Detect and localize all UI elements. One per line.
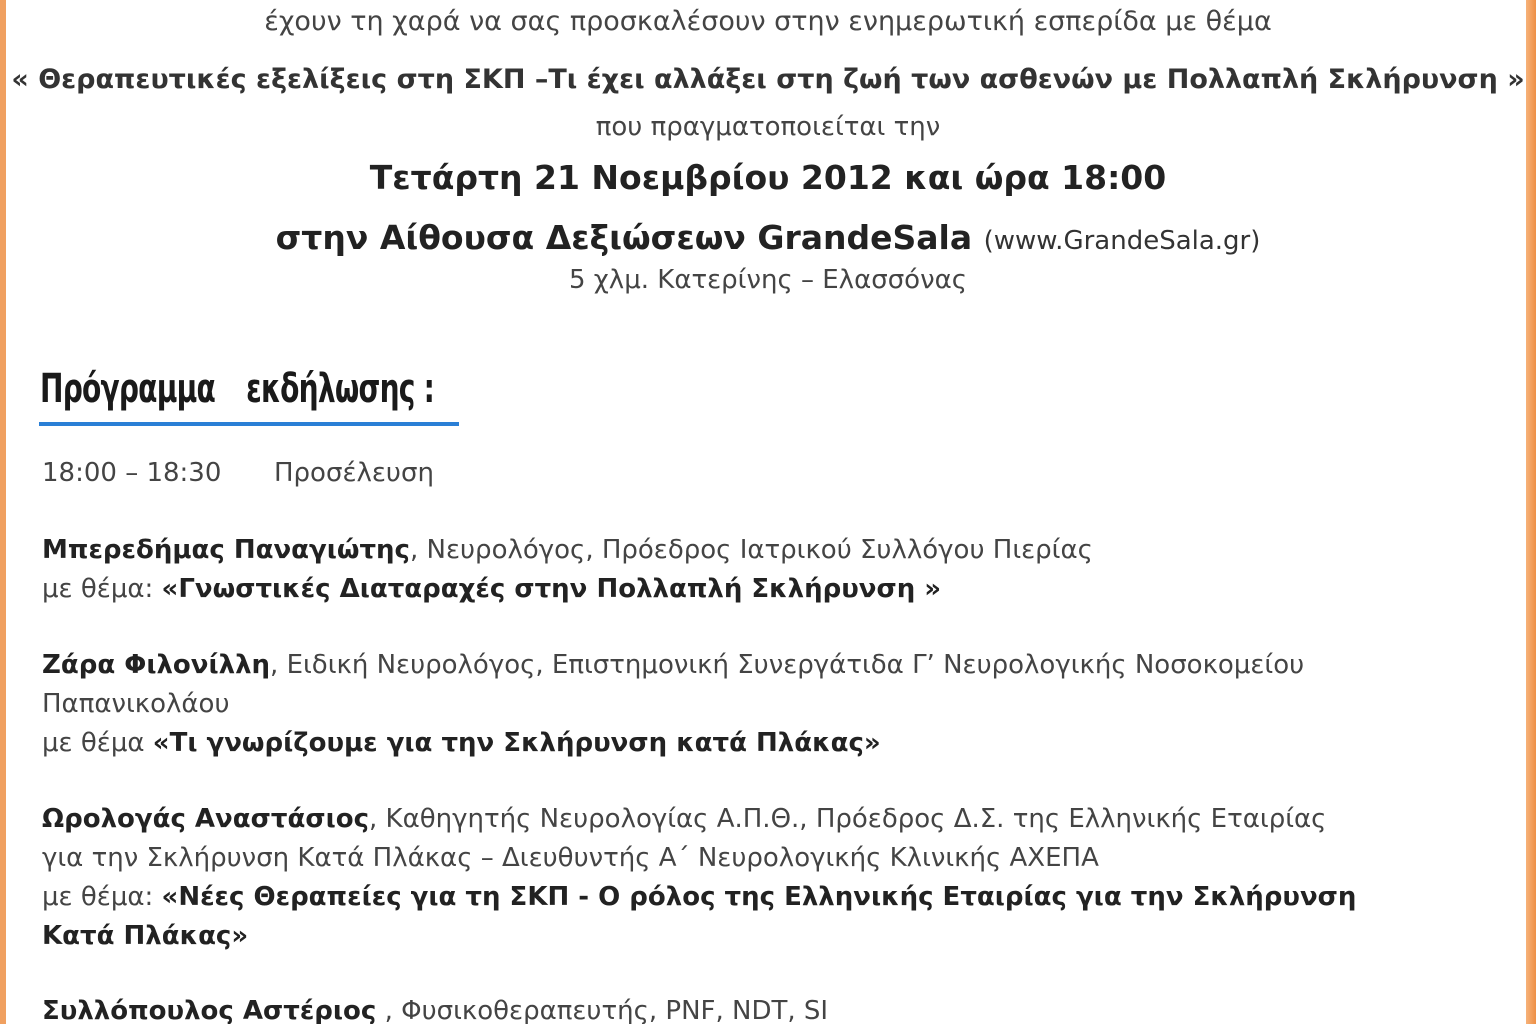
arrival-label: Προσέλευση bbox=[274, 458, 434, 488]
speaker-1-line-1 bbox=[42, 535, 1093, 565]
speaker-1-role: , Νευρολόγος, Πρόεδρος Ιατρικού Συλλόγου Πιερίας bbox=[409, 535, 1093, 565]
invitation-intro: έχουν τη χαρά να σας προσκαλέσουν στην ενημερωτική εσπερίδα με θέμα bbox=[264, 6, 1272, 37]
speaker-2-line-1 bbox=[42, 650, 1304, 680]
speaker-1-topic: με θέμα: «Γνωστικές Διαταραχές στην Πολλαπλή Σκλήρυνση » bbox=[42, 574, 942, 604]
speaker-3-role: , Καθηγητής Νευρολογίας Α.Π.Θ., Πρόεδρος Δ.Σ. της Ελληνικής Εταιρίας bbox=[368, 804, 1327, 834]
event-venue bbox=[0, 218, 1536, 257]
program-title-underline bbox=[39, 422, 459, 426]
speaker-3-name: Ωρολογάς Αναστάσιος bbox=[42, 804, 369, 834]
speaker-4-role: , Φυσικοθεραπευτής, PNF, NDT, SI bbox=[376, 996, 829, 1024]
venue-url: (www.GrandeSala.gr) bbox=[983, 226, 1261, 256]
speaker-3-topic-cont: Κατά Πλάκας» bbox=[42, 921, 249, 951]
arrival-time: 18:00 – 18:30 bbox=[42, 458, 222, 488]
arrival-row bbox=[42, 458, 434, 488]
event-theme: « Θεραπευτικές εξελίξεις στη ΣΚΠ –Τι έχει αλλάξει στη ζωή των ασθενών με Πολλαπλή Σκλήρυνση » bbox=[11, 64, 1525, 95]
speaker-4-name: Συλλόπουλος Αστέριος bbox=[42, 996, 377, 1024]
speaker-2-role-cont: Παπανικολάου bbox=[42, 689, 230, 719]
event-location: 5 χλμ. Κατερίνης – Ελασσόνας bbox=[568, 265, 967, 295]
speaker-1-topic-title: «Γνωστικές Διαταραχές στην Πολλαπλή Σκλήρυνση » bbox=[161, 574, 942, 604]
page-border-right bbox=[1526, 0, 1536, 1024]
page-border-left bbox=[0, 0, 6, 1024]
speaker-2-topic: με θέμα «Τι γνωρίζουμε για την Σκλήρυνση κατά Πλάκας» bbox=[42, 728, 881, 758]
speaker-1-name: Μπερεδήμας Παναγιώτης bbox=[42, 535, 410, 565]
speaker-2-role: , Ειδική Νευρολόγος, Επιστημονική Συνεργάτιδα Γ’ Νευρολογικής Νοσοκομείου bbox=[270, 650, 1305, 680]
speaker-3-role-cont: για την Σκλήρυνση Κατά Πλάκας – Διευθυντής Α΄ Νευρολογικής Κλινικής ΑΧΕΠΑ bbox=[42, 843, 1099, 873]
speaker-3-topic: με θέμα: «Νέες Θεραπείες για τη ΣΚΠ - Ο ρόλος της Ελληνικής Εταιρίας για την Σκλήρυνση bbox=[42, 882, 1357, 912]
speaker-2-name: Ζάρα Φιλονίλλη bbox=[42, 650, 271, 680]
speaker-3-topic-title: «Νέες Θεραπείες για τη ΣΚΠ - Ο ρόλος της Ελληνικής Εταιρίας για την Σκλήρυνση bbox=[161, 882, 1357, 912]
speaker-4-line-1 bbox=[42, 996, 828, 1024]
speaker-3-line-1 bbox=[42, 804, 1326, 834]
event-date: Τετάρτη 21 Νοεμβρίου 2012 και ώρα 18:00 bbox=[369, 158, 1167, 197]
speaker-2-topic-title: «Τι γνωρίζουμε για την Σκλήρυνση κατά Πλάκας» bbox=[152, 728, 881, 758]
venue-name: στην Αίθουσα Δεξιώσεων GrandeSala bbox=[275, 218, 973, 257]
program-title: Πρόγραμμα εκδήλωσης : bbox=[40, 366, 435, 412]
event-held-on: που πραγματοποιείται την bbox=[595, 112, 941, 142]
